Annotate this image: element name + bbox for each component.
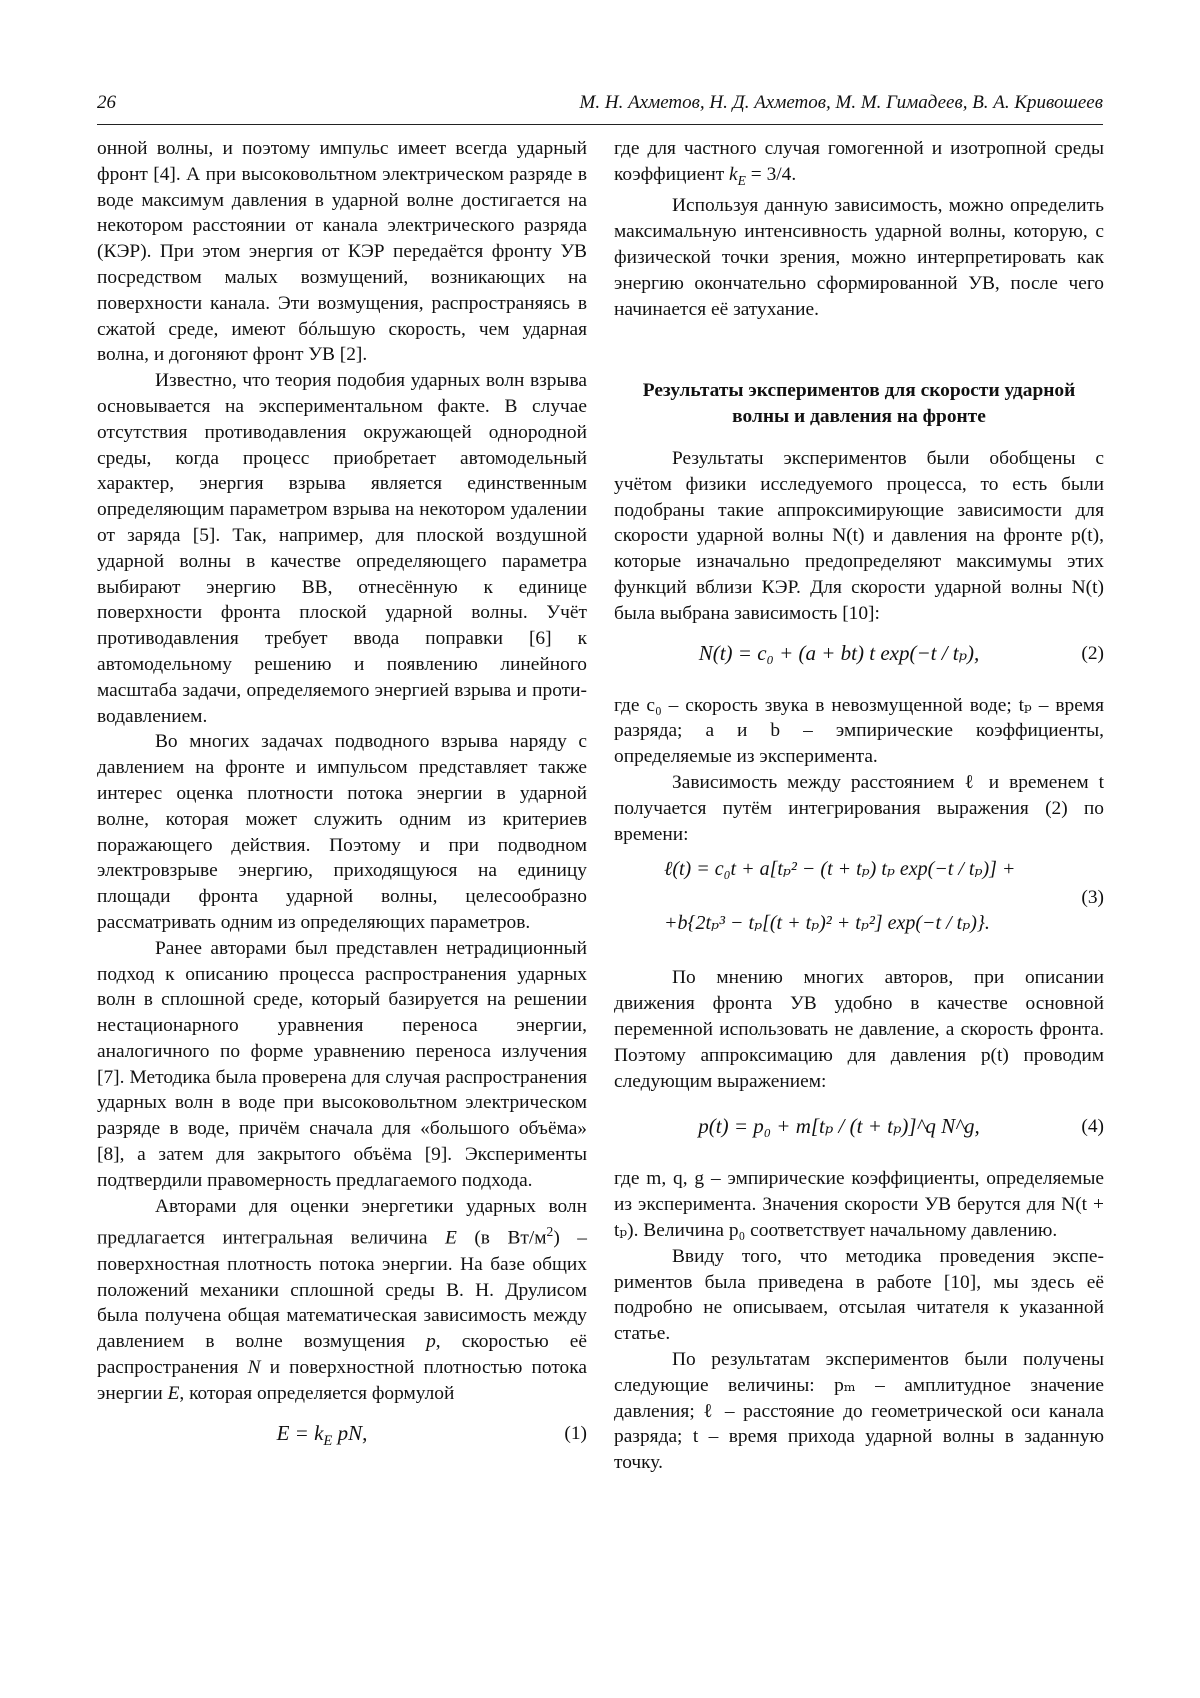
equation-4 xyxy=(614,1094,1104,1166)
equation-text: N(t) = c₀ + (a + bt) t exp(−t / tₚ), xyxy=(698,640,980,665)
left-column xyxy=(97,136,587,1465)
running-authors: М. Н. Ахметов, Н. Д. Ахметов, М. М. Гимадеев, В. А. Кривошеев xyxy=(579,92,1103,113)
equation-2 xyxy=(614,627,1104,693)
equation-text: $E = k_E$ pN, xyxy=(276,1420,368,1449)
equation-number: (2) xyxy=(1081,642,1104,664)
header-rule xyxy=(97,124,1103,125)
paragraph: Используя данную зависимость, можно определить максимальную интенсивность ударной волны, которую, с физической точки зрения, можно интерпретировать как энергию окончательно сформированной УВ, после чего начинается её затухание. xyxy=(614,195,1104,320)
equation-number: (4) xyxy=(1081,1116,1104,1138)
equation-number: (3) xyxy=(1081,887,1104,909)
equation-number: (1) xyxy=(564,1422,587,1444)
paragraph: По результатам экспериментов были получены следующие величины: pₘ – амплитудное значение давления; ℓ – расстояние до геометрической оси канала разряда; t – время прихода ударной волны в заданную точку. xyxy=(614,1348,1104,1474)
paragraph: где m, q, g – эмпирические коэффициенты, определяемые из эксперимента. Значения скорости УВ берутся для N(t + tₚ). Величина p₀ соответствует начальному давлению. xyxy=(614,1168,1104,1241)
paragraph: Известно, что теория подобия ударных волн взрыва основывается на экспериментальном факте. В случае отсутствия противодавления окружающей однородной среды, когда процесс приобретает автомодельный характер, энергия взрыва является единственным определяющим параметром взрыва на некотором удалении от заряда [5]. Так, например, для плоской воздушной ударной волны в качестве определяющего параметра выбирают энергию ВВ, отнесённую к единице поверхности фронта плоской ударной волны. Учёт противодавления требует ввода поправки [6] к автомодельному решению и появлению линейного масштаба задачи, определяемого энергией взрыва и противодавлением. xyxy=(97,370,587,727)
equation-line: +b{2tₚ³ − tₚ[(t + tₚ)² + tₚ²] exp(−t / tₚ)}. xyxy=(664,912,990,935)
paragraph: Во многих задачах подводного взрыва наряду с давлением на фронте и импульсом представляет также интерес оценка плотности потока энергии в ударной волне, которая может служить одним из критериев поражающего действия. Поэтому и при подводном электровзрыве энергию, приходящуюся на единицу площади фронта ударной волны, целесообразно рассматривать одним из определяющих параметров. xyxy=(97,731,587,933)
page-header xyxy=(97,92,1103,122)
paragraph: Авторами для оценки энергетики ударных волн предлагается интегральная величина E (в $Вт/м^2$) – поверхностная плотность потока энергии. На базе общих положений механики сплошной среды В. Н. Друлисом была получена общая математическая зависимость между давлением в волне возмущения p, скоростью её распространения N и поверхностной плотностью потока энергии E, которая определяется формулой xyxy=(97,1195,587,1404)
equation-1 xyxy=(97,1407,587,1465)
paragraph: где c₀ – скорость звука в невозмущенной воде; tₚ – время разряда; a и b – эмпирические коэффициенты, определяемые из эксперимента. xyxy=(614,694,1104,768)
paragraph: онной волны, и поэтому импульс имеет всегда ударный фронт [4]. А при высоковольтном электрическом разряде в воде максимум давления в ударной волне достигается на некотором расстоянии от канала электрического разряда (КЭР). При этом энергия от КЭР передаётся фронту УВ посредством малых возмущений, возникающих на поверхности канала. Эти возмущения, распространяясь в сжатой среде, имеют бóльшую скорость, чем ударная волна, и догоняют фронт УВ [2]. xyxy=(97,138,587,366)
paragraph: Зависимость между расстоянием ℓ и временем t получается путём интегрирования выражения (2) по времени: xyxy=(614,772,1104,845)
equation-text: p(t) = p₀ + m[tₚ / (t + tₚ)]^q N^g, xyxy=(698,1114,980,1139)
paragraph: Ранее авторами был представлен нетрадиционный подход к описанию процесса распространения ударных волн в сплошной среде, который базируется на решении нестационарного уравнения переноса энергии, аналогичного по форме уравнению переноса излучения [7]. Методика была проверена для случая распространения ударных волн в воде при высоковольтном электрическом разряде в воде, причём сначала для «большого объёма» [8], а затем для закрытого объёма [9]. Эксперименты подтвердили правомерность предлагаемого подхода. xyxy=(97,937,587,1191)
paragraph: Ввиду того, что методика проведения экспериментов была приведена в работе [10], мы здесь её подробно не описываем, отсылая читателя к указанной статье. xyxy=(614,1245,1104,1345)
paragraph: где для частного случая гомогенной и изотропной среды коэффициент $k_E = 3/4$. xyxy=(614,138,1104,188)
section-heading: Результаты экспериментов для скорости ударной волны и давления на фронте xyxy=(642,380,1076,428)
paragraph: Результаты экспериментов были обобщены с учётом физики исследуемого процесса, то есть были подобраны такие аппроксимирующие зависимости для скорости ударной волны N(t) и давления на фронте p(t), которые изначально предопределяют максимумы этих функций вблизи КЭР. Для скорости ударной волны N(t) была выбрана зависимость [10]: xyxy=(614,448,1104,624)
page-number: 26 xyxy=(97,92,116,113)
equation-3 xyxy=(614,847,1104,965)
equation-line: ℓ(t) = c₀t + a[tₚ² − (t + tₚ) tₚ exp(−t / tₚ)] + xyxy=(664,858,1016,881)
right-column xyxy=(614,136,1104,1476)
paragraph: По мнению многих авторов, при описании движения фронта УВ удобно в качестве основной переменной использовать не давление, а скорость фронта. Поэтому аппроксимацию для давления p(t) проводим следующим выражением: xyxy=(614,967,1104,1092)
